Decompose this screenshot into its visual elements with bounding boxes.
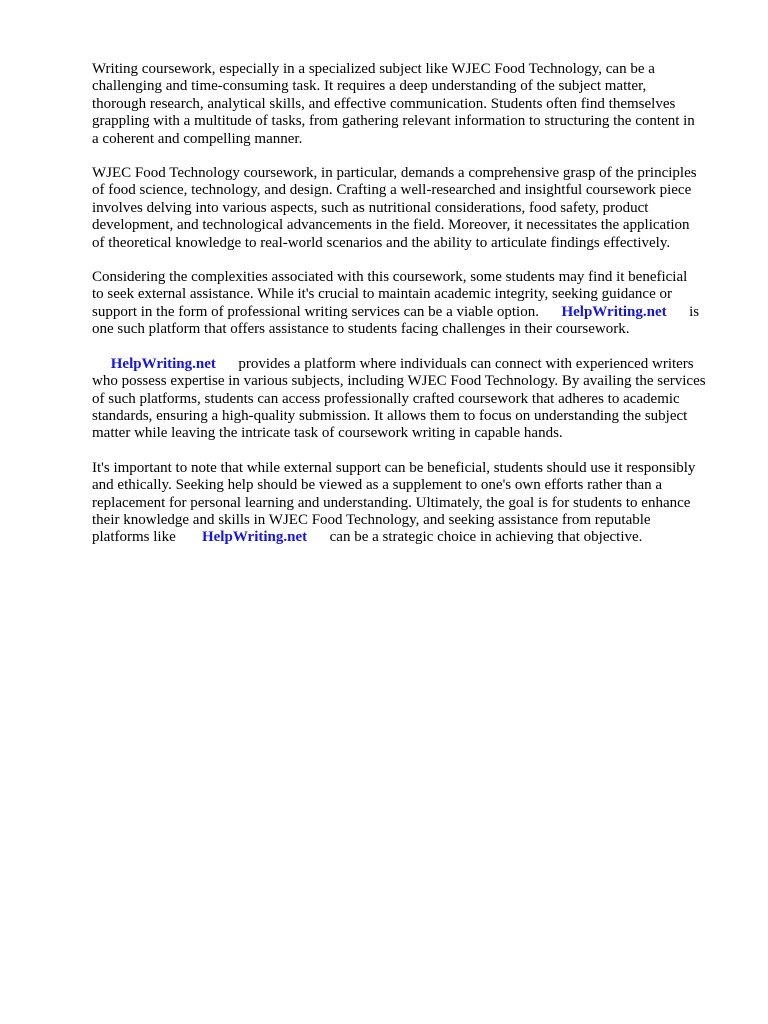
- paragraph: [92, 165, 732, 252]
- text-line: who possess expertise in various subjects, including WJEC Food Technology. By availing the services: [92, 373, 706, 390]
- text-line: challenging and time-consuming task. It requires a deep understanding of the subject matter,: [92, 78, 647, 95]
- paragraph: [92, 61, 732, 148]
- text-line: one such platform that offers assistance to students facing challenges in their coursework.: [92, 321, 630, 338]
- text-segment: can be a strategic choice in achieving that objective.: [307, 529, 643, 546]
- text-line: WJEC Food Technology coursework, in particular, demands a comprehensive grasp of the principles: [92, 165, 697, 182]
- text-line: standards, ensuring a high-quality submission. It allows them to focus on understanding the subject: [92, 407, 688, 424]
- text-line: thorough research, analytical skills, and effective communication. Students often find themselves: [92, 95, 676, 112]
- helpwriting-link[interactable]: HelpWriting.net: [201, 529, 308, 546]
- text-segment: [92, 356, 111, 372]
- text-segment: provides a platform where individuals can connect with experienced writers: [215, 355, 694, 372]
- text-line: a coherent and compelling manner.: [92, 130, 303, 147]
- text-line: to seek external assistance. While it's crucial to maintain academic integrity, seeking guidance or: [92, 286, 672, 303]
- text-line: of theoretical knowledge to real-world scenarios and the ability to articulate findings effectively.: [92, 234, 671, 251]
- text-segment: support in the form of professional writing services can be a viable option.: [92, 303, 562, 320]
- paragraph: [92, 356, 732, 443]
- text-line: replacement for personal learning and understanding. Ultimately, the goal is for students to enhance: [92, 494, 691, 511]
- paragraph: [92, 269, 732, 339]
- helpwriting-link[interactable]: HelpWriting.net: [110, 355, 216, 372]
- text-line: grappling with a multitude of tasks, from gathering relevant information to structuring the content in: [92, 113, 695, 130]
- document-page: [92, 61, 732, 564]
- text-line: [92, 304, 732, 321]
- text-line: Writing coursework, especially in a specialized subject like WJEC Food Technology, can be a: [92, 61, 655, 77]
- text-line: [92, 529, 732, 546]
- text-line: involves delving into various aspects, such as nutritional considerations, food safety, product: [92, 199, 649, 216]
- text-line: matter while leaving the intricate task of coursework writing in capable hands.: [92, 425, 563, 442]
- paragraph: [92, 460, 732, 547]
- text-line: Considering the complexities associated with this coursework, some students may find it beneficial: [92, 269, 688, 286]
- helpwriting-link[interactable]: HelpWriting.net: [561, 303, 667, 320]
- text-line: development, and technological advancements in the field. Moreover, it necessitates the application: [92, 217, 690, 234]
- text-line: It's important to note that while external support can be beneficial, students should use it responsibly: [92, 459, 696, 476]
- text-line: [92, 356, 732, 373]
- text-line: of food science, technology, and design. Crafting a well-researched and insightful coursework piece: [92, 182, 692, 199]
- text-line: and ethically. Seeking help should be viewed as a supplement to one's own efforts rather than a: [92, 477, 663, 494]
- text-segment: is: [666, 303, 700, 320]
- text-segment: platforms like: [92, 529, 202, 546]
- text-line: their knowledge and skills in WJEC Food Technology, and seeking assistance from reputable: [92, 511, 651, 528]
- text-line: of such platforms, students can access professionally crafted coursework that adheres to academic: [92, 390, 680, 407]
